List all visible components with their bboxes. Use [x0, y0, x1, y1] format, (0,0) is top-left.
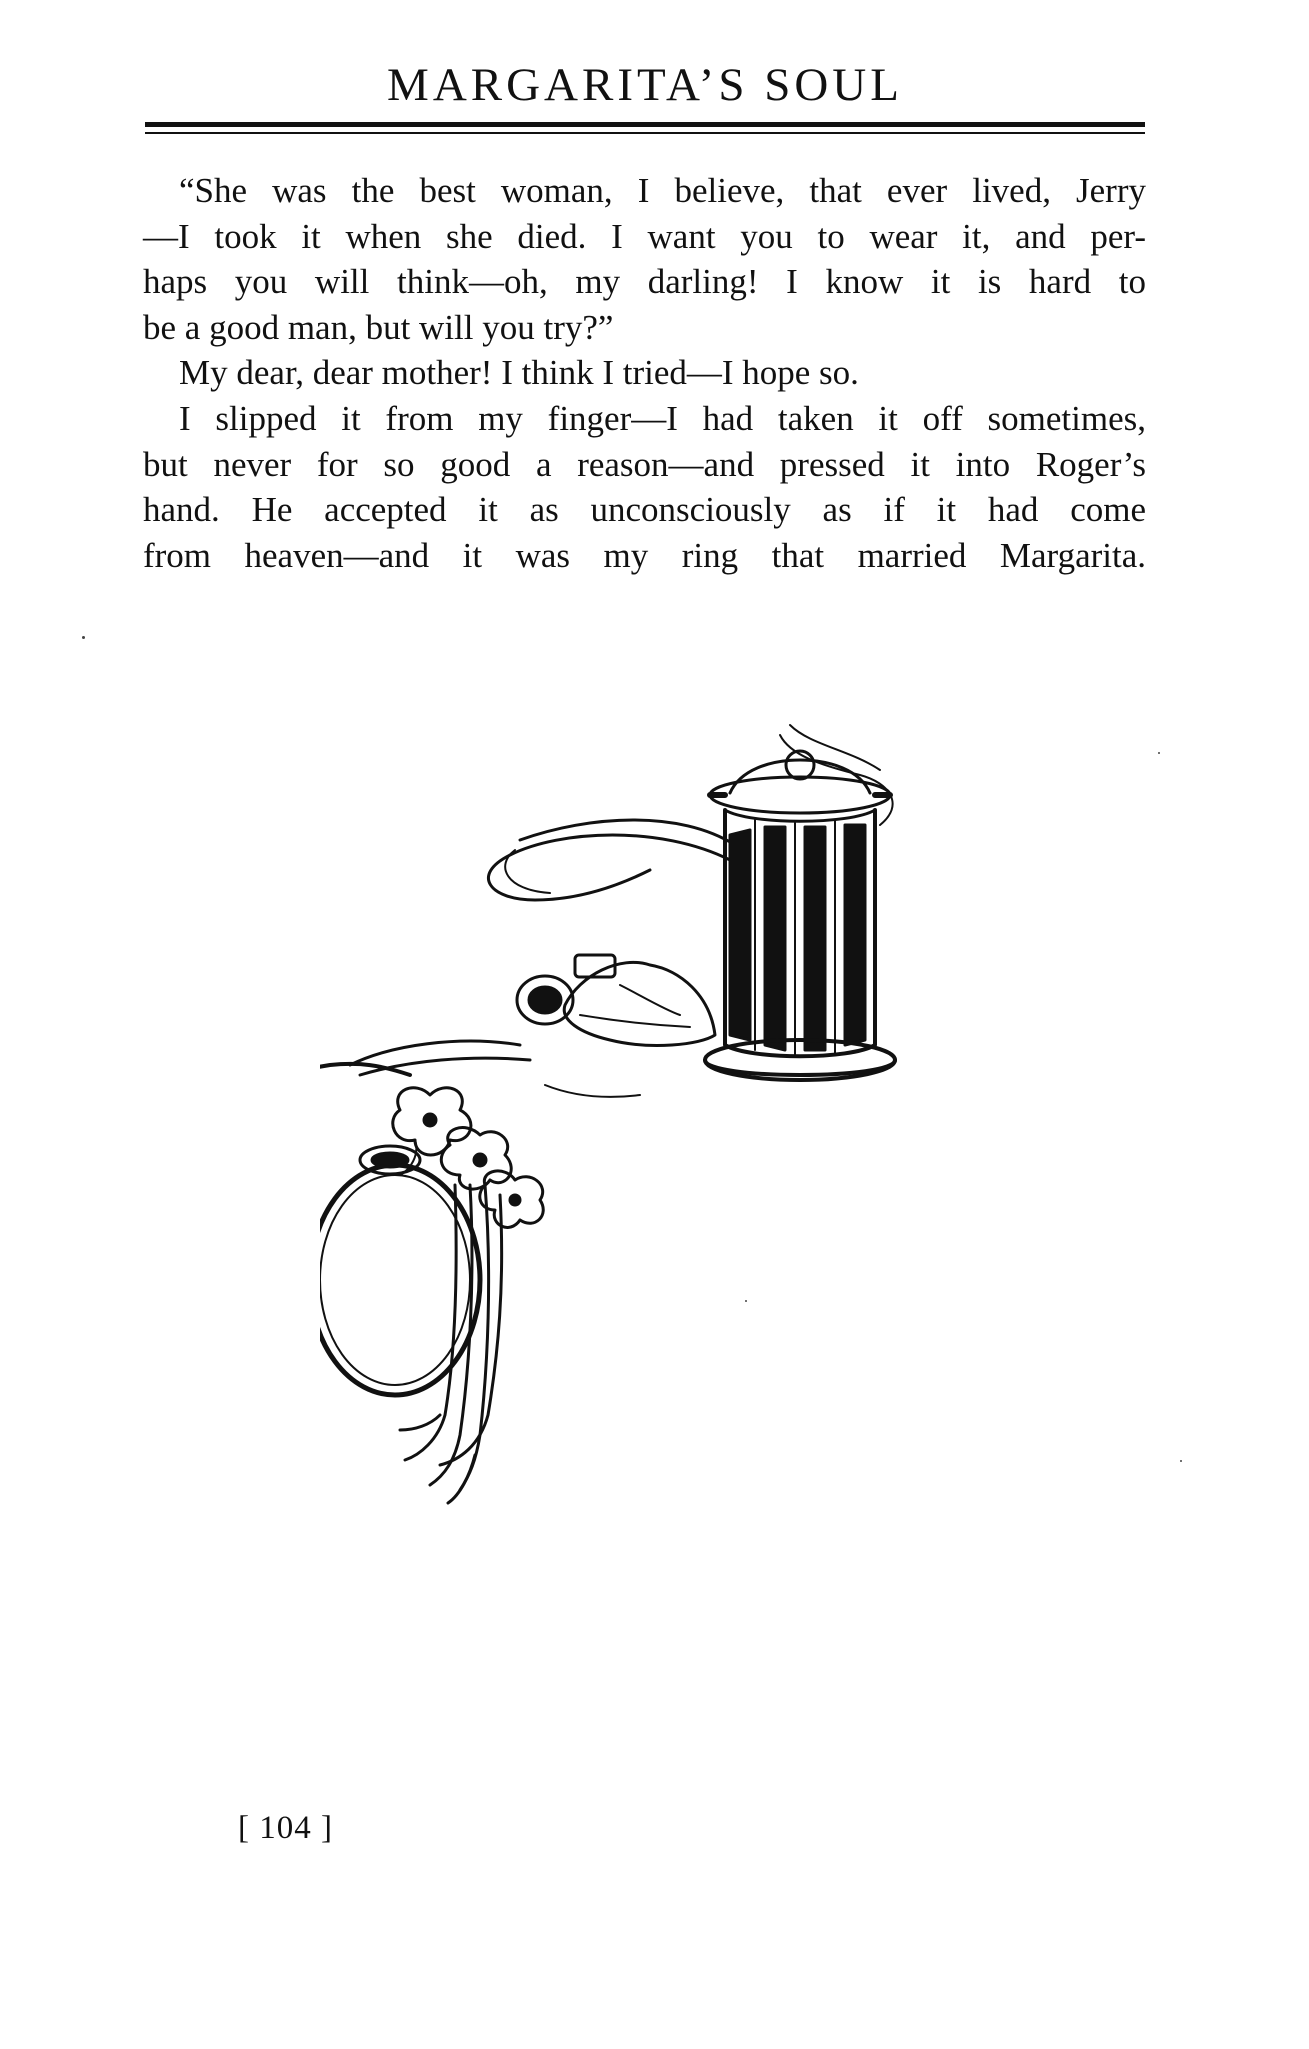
text-line: haps you will think—oh, my darling! I know it is hard to	[143, 262, 1146, 302]
header-rule-thin	[145, 132, 1145, 134]
paper-speck	[1180, 1460, 1182, 1462]
text-line: but never for so good a reason—and pressed it into Roger’s	[143, 444, 1146, 484]
paragraph	[143, 350, 1146, 396]
drape	[564, 962, 715, 1045]
paper-speck	[745, 1300, 747, 1302]
ribbons	[400, 1185, 502, 1503]
text-line: I slipped it from my finger—I had taken it off sometimes,	[179, 398, 1146, 438]
paragraph	[143, 396, 1146, 578]
body-text	[143, 168, 1146, 578]
text-line: “She was the best woman, I believe, that ever lived, Jerry	[179, 171, 1146, 210]
running-title: MARGARITA’S SOUL	[387, 59, 903, 111]
text-line: —I took it when she died. I want you to wear it, and per-	[143, 216, 1146, 256]
text-line: from heaven—and it was my ring that married Margarita.	[143, 535, 1146, 575]
text-line: be a good man, but will you try?”	[143, 307, 614, 347]
header-rule-thick	[145, 122, 1145, 127]
smoke-wisp	[488, 835, 730, 900]
text-line: My dear, dear mother! I think I tried—I hope so.	[179, 353, 859, 393]
paper-speck	[1158, 752, 1160, 754]
page-number: [ 104 ]	[238, 1810, 333, 1846]
paper-speck	[82, 636, 85, 639]
pansy-cluster	[393, 1088, 543, 1228]
tailpiece-illustration	[320, 715, 960, 1505]
paragraph	[143, 168, 1146, 350]
smoke-wisp	[790, 725, 880, 770]
text-line: hand. He accepted it as unconsciously as if it had come	[143, 490, 1146, 530]
smoke-wisp	[505, 850, 550, 893]
